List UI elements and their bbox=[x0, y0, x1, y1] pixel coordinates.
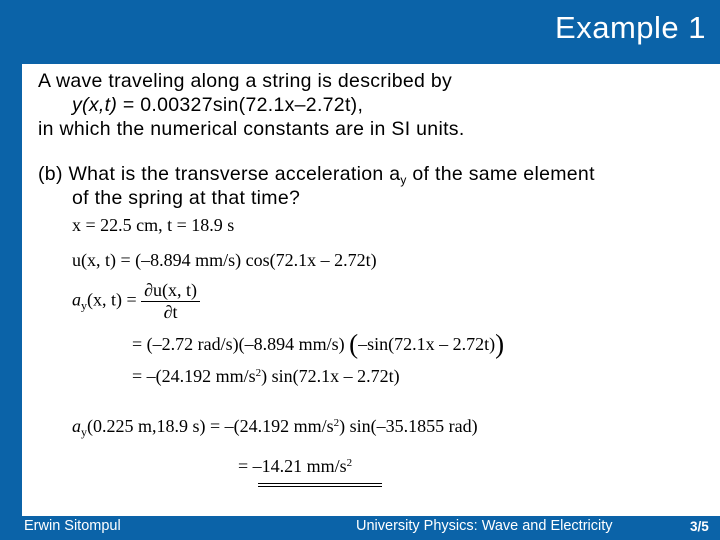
footer-author: Erwin Sitompul bbox=[24, 518, 121, 534]
fraction-numerator: ∂u(x, t) bbox=[141, 280, 200, 302]
step-2-pre: = –(24.192 mm/s bbox=[132, 366, 256, 386]
si-units-line: in which the numerical constants are in SI units. bbox=[38, 118, 465, 140]
intro-line: A wave traveling along a string is described by bbox=[38, 70, 453, 92]
wave-equation bbox=[72, 94, 363, 116]
result-underline-2 bbox=[258, 486, 382, 487]
evaluated-acceleration bbox=[72, 416, 478, 440]
step-1 bbox=[132, 329, 504, 360]
equation-lhs: y(x,t) bbox=[72, 94, 118, 116]
final-result bbox=[238, 456, 352, 477]
step-2-post: ) sin(72.1x – 2.72t) bbox=[261, 366, 400, 386]
final-ay-subscript: y bbox=[81, 425, 87, 439]
step-1-inner: –sin(72.1x – 2.72t) bbox=[358, 334, 496, 354]
given-values: x = 22.5 cm, t = 18.9 s bbox=[72, 215, 235, 235]
fraction-denominator: ∂t bbox=[163, 302, 178, 322]
velocity-equation: u(x, t) = (–8.894 mm/s) cos(72.1x – 2.72t) bbox=[72, 250, 377, 270]
ay-symbol: a bbox=[72, 289, 81, 310]
acceleration-definition bbox=[72, 280, 200, 323]
result-sup: 2 bbox=[346, 457, 353, 469]
question-subscript: y bbox=[400, 173, 407, 187]
footer-course: University Physics: Wave and Electricity bbox=[356, 518, 613, 534]
step-2 bbox=[132, 366, 400, 387]
step-1-lhs: = (–2.72 rad/s)(–8.894 mm/s) bbox=[132, 334, 345, 354]
ay-args: (x, t) = bbox=[87, 289, 137, 310]
question-line-2: of the spring at that time? bbox=[72, 187, 301, 209]
final-sup: 2 bbox=[333, 417, 340, 429]
open-paren: ( bbox=[349, 329, 359, 359]
slide-content bbox=[22, 64, 720, 516]
close-paren: ) bbox=[495, 329, 505, 359]
final-post: ) sin(–35.1855 rad) bbox=[339, 416, 478, 436]
step-2-sup: 2 bbox=[255, 367, 262, 379]
question-text-end: of the same element bbox=[406, 163, 595, 185]
partial-derivative bbox=[141, 280, 200, 323]
result-underline-1 bbox=[258, 483, 382, 484]
final-ay-symbol: a bbox=[72, 416, 81, 436]
equation-rhs: = 0.00327sin(72.1x–2.72t), bbox=[117, 94, 364, 116]
result-value: = –14.21 mm/s bbox=[238, 456, 347, 476]
page-number: 3/5 bbox=[690, 519, 709, 534]
final-args: (0.225 m,18.9 s) = –(24.192 mm/s bbox=[87, 416, 334, 436]
ay-subscript: y bbox=[81, 298, 87, 313]
slide-title: Example 1 bbox=[555, 10, 706, 45]
question-text: (b) What is the transverse acceleration a bbox=[38, 163, 401, 185]
